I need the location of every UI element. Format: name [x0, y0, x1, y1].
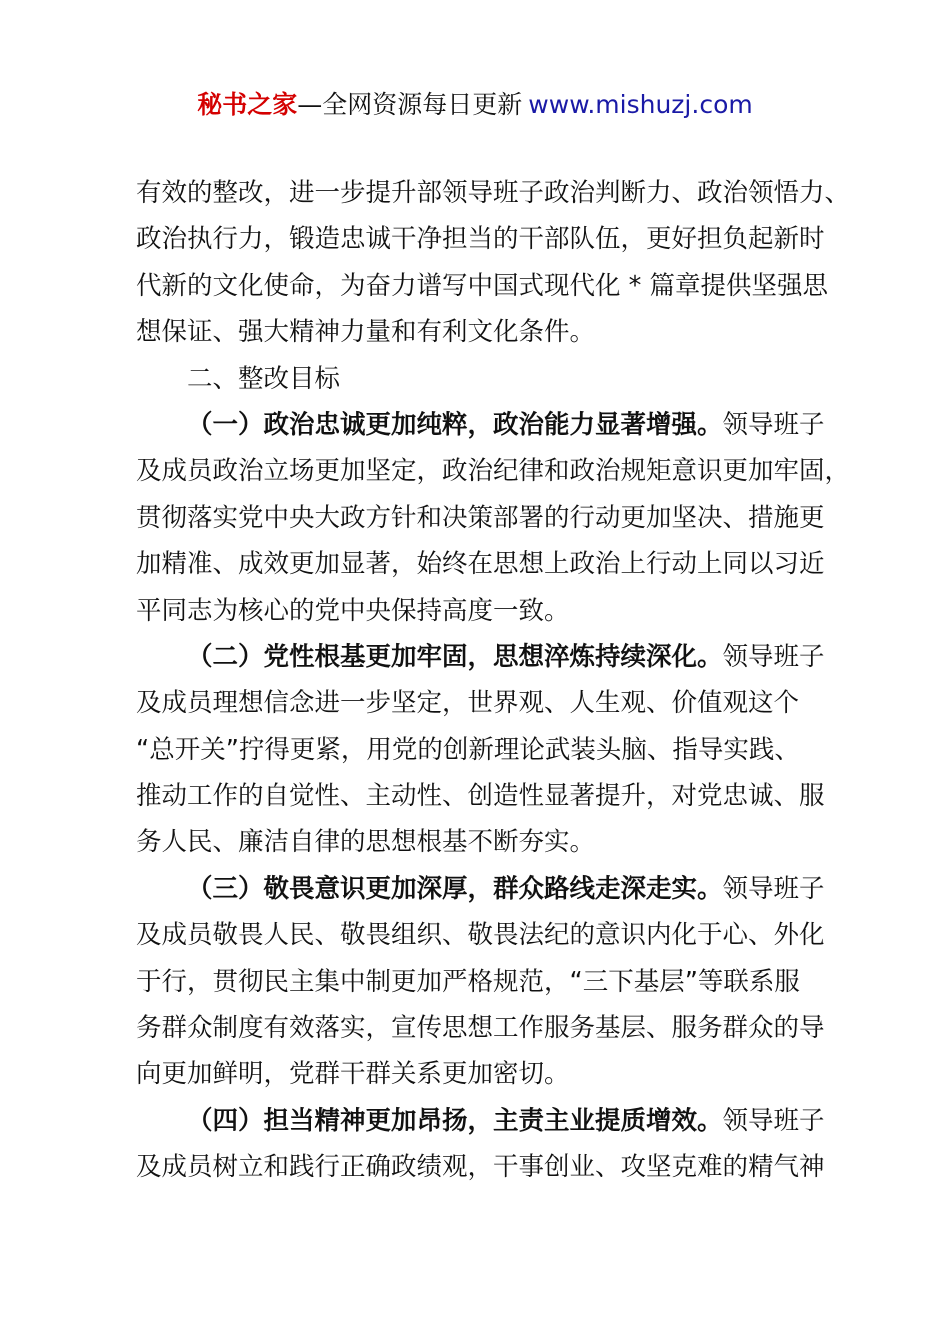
text-line: 推动工作的自觉性、主动性、创造性显著提升，对党忠诚、服 — [136, 781, 825, 812]
header-tagline: —全网资源每日更新 — [297, 90, 523, 119]
text-line: 加精准、成效更加显著，始终在思想上政治上行动上同以习近 — [136, 549, 825, 580]
text-line: 于行，贯彻民主集中制更加严格规范，“三下基层”等联系服 — [136, 966, 800, 997]
site-url[interactable]: www.mishuzj.com — [528, 90, 753, 119]
text-line: 及成员理想信念进一步坚定，世界观、人生观、价值观这个 — [136, 688, 800, 719]
text-line: 贯彻落实党中央大政方针和决策部署的行动更加坚决、措施更 — [136, 502, 825, 533]
document-body — [136, 170, 851, 1191]
text-line: 向更加鲜明，党群干群关系更加密切。 — [136, 1059, 570, 1090]
text-line: 想保证、强大精神力量和有利文化条件。 — [136, 317, 596, 348]
text-line: 及成员政治立场更加坚定，政治纪律和政治规矩意识更加牢固， — [136, 456, 851, 487]
text-line: 有效的整改，进一步提升部领导班子政治判断力、政治领悟力、 — [136, 178, 851, 208]
subsection-4-heading: （四）担当精神更加昂扬，主责主业提质增效。领导班子 — [187, 1105, 825, 1136]
text-line: 务群众制度有效落实，宣传思想工作服务基层、服务群众的导 — [136, 1013, 825, 1044]
subsection-2-heading: （二）党性根基更加牢固，思想淬炼持续深化。领导班子 — [187, 641, 825, 672]
subsection-1-title: （一）政治忠诚更加纯粹，政治能力显著增强。 — [187, 409, 723, 440]
text-line: 及成员敬畏人民、敬畏组织、敬畏法纪的意识内化于心、外化 — [136, 920, 825, 951]
text-line: 代新的文化使命，为奋力谱写中国式现代化 * 篇章提供坚强思 — [136, 270, 828, 301]
subsection-1-heading: （一）政治忠诚更加纯粹，政治能力显著增强。领导班子 — [187, 409, 825, 440]
subsection-3-title: （三）敬畏意识更加深厚，群众路线走深走实。 — [187, 873, 723, 904]
brand-name: 秘书之家 — [197, 90, 298, 119]
text-line: 政治执行力，锻造忠诚干净担当的干部队伍，更好担负起新时 — [136, 224, 825, 255]
subsection-4-title: （四）担当精神更加昂扬，主责主业提质增效。 — [187, 1105, 723, 1136]
subsection-3-heading: （三）敬畏意识更加深厚，群众路线走深走实。领导班子 — [187, 873, 825, 904]
site-header — [0, 88, 950, 122]
text-line: 平同志为核心的党中央保持高度一致。 — [136, 595, 570, 626]
text-line: 务人民、廉洁自律的思想根基不断夯实。 — [136, 827, 596, 858]
section-heading: 二、整改目标 — [187, 363, 341, 394]
text-line: “总开关”拧得更紧，用党的创新理论武装头脑、指导实践、 — [136, 734, 800, 765]
text-line: 及成员树立和践行正确政绩观，干事创业、攻坚克难的精气神 — [136, 1152, 825, 1183]
subsection-2-title: （二）党性根基更加牢固，思想淬炼持续深化。 — [187, 641, 723, 672]
